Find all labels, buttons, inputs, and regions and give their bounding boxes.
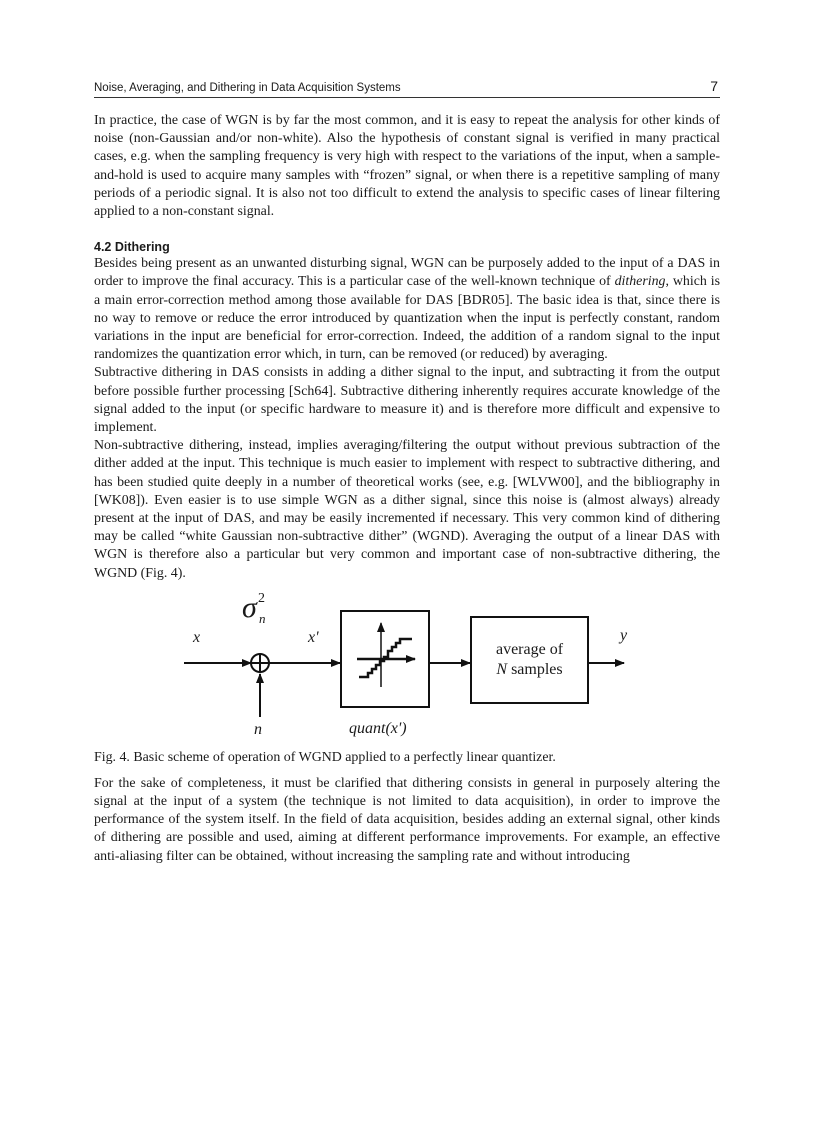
input-label: x — [193, 628, 201, 646]
paragraph-subtractive: Subtractive dithering in DAS consists in adding a dither signal to the input, and subtracting it from the output before possible further processing [Sch64]. Subtractive dithering inherently requires accurate knowledge of the signal added to the input (or specific hardware to measure it) and is therefore more difficult and expensive to implement. — [94, 365, 720, 436]
paragraph-intro: In practice, the case of WGN is by far the most common, and it is easy to repeat the analysis for other kinds of noise (non-Gaussian and/or non-white). Also the hypothesis of constant signal is verified in many practical cases, e.g. when the sampling frequency is very high with respect to the variations of the input, when a sample-and-hold is used to acquire many samples with “frozen” signal, or when there is a repetitive sampling of many periods of a periodic signal. It is also not too difficult to extend the analysis to specific cases of linear filtering applied to a non-constant signal. — [94, 113, 720, 220]
average-block-label — [471, 617, 588, 703]
sigma-symbol: σ — [242, 590, 257, 624]
running-title: Noise, Averaging, and Dithering in Data Acquisition Systems — [94, 82, 401, 94]
running-header — [94, 78, 720, 98]
summing-junction-icon — [251, 654, 269, 672]
n-symbol: N — [496, 660, 508, 678]
variance-subscript: n — [259, 610, 266, 626]
paragraph-dithering — [94, 255, 720, 364]
paragraph-completeness: For the sake of completeness, it must be clarified that dithering consists in general in purposely altering the signal at the input of a system (the technique is not limited to data acquisition), in order to improve the performance of the system itself. In the field of data acquisition, besides adding an external signal, other kinds of dithering are possible and used, aiming at different performance improvements. For example, an effective anti-aliasing filter can be obtained, without increasing the sampling rate and without introducing — [94, 775, 720, 864]
section-heading: 4.2 Dithering — [94, 240, 170, 255]
figure-4-block-diagram — [94, 587, 720, 745]
block-diagram-svg — [94, 587, 720, 745]
average-block-line1: average of — [495, 640, 564, 658]
noise-variance-label — [242, 590, 257, 624]
dithering-text-pre: Besides being present as an unwanted disturbing signal, WGN can be purposely added to the input of a DAS in order to improve the final accuracy. This is a particular case of the well-known technique of — [94, 256, 720, 290]
average-block-line2 — [496, 660, 562, 680]
noise-label: n — [254, 720, 262, 738]
output-label: y — [620, 626, 628, 644]
dithering-term: dithering — [614, 274, 666, 290]
dithering-text-post: , which is a main error-correction method among those available for DAS [BDR05]. The basic idea is that, since there is no way to remove or reduce the error introduced by quantization when the input is perfectly constant, random variations in the input are beneficial for error-correction. Indeed, the addition of a random signal to the input randomizes the quantization error which, in turn, can be removed (or reduced) by averaging. — [94, 274, 720, 363]
variance-superscript: 2 — [258, 590, 265, 606]
samples-text: samples — [507, 660, 563, 678]
figure-caption: Fig. 4. Basic scheme of operation of WGND applied to a perfectly linear quantizer. — [94, 749, 556, 765]
summed-signal-label: x' — [308, 628, 319, 646]
document-page — [94, 78, 720, 866]
page-number: 7 — [710, 78, 718, 94]
quantizer-label: quant(x') — [349, 719, 407, 737]
staircase-quantizer-icon — [357, 623, 415, 687]
paragraph-non-subtractive: Non-subtractive dithering, instead, implies averaging/filtering the output without previous subtraction of the dither added at the input. This technique is much easier to implement with respect to subtractive dithering, and has been studied quite deeply in a number of theoretical works (see, e.g. [WLVW00], and the bibliography in [WK08]). Even easier is to use simple WGN as a dither signal, since this noise is (almost always) already present at the input of DAS, and may be easily incremented if necessary. This very common kind of dithering may be called “white Gaussian non-subtractive dither” (WGND). Averaging the output of a linear DAS with WGN is therefore also a particular but very common and important case of non-subtractive dithering, the WGND (Fig. 4). — [94, 438, 720, 581]
